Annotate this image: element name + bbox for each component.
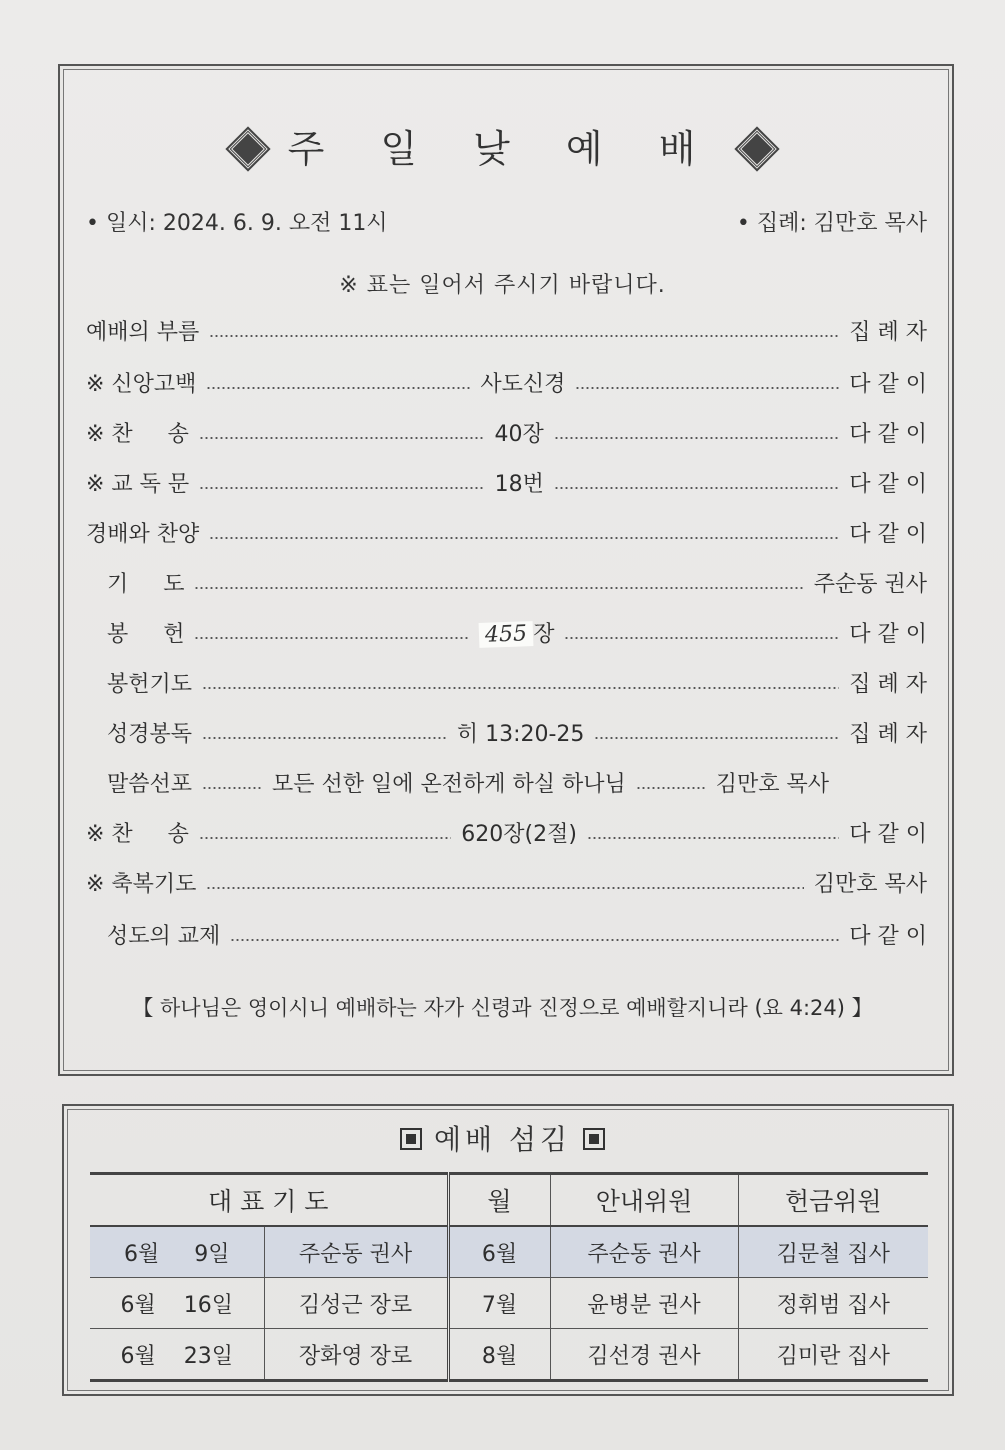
order-item: [86, 614, 927, 650]
order-item-detail: 18번: [494, 471, 544, 497]
order-item-leader: 집 례 자: [849, 671, 927, 697]
order-item-detail: 사도신경: [480, 371, 566, 397]
usher-name: 윤병분 권사: [550, 1278, 738, 1329]
order-item-label: ※ 찬 송: [86, 821, 189, 847]
prayer-date: 6월 23일: [90, 1329, 264, 1381]
roster-month: 7월: [448, 1278, 550, 1329]
service-officiant: • 집례: 김만호 목사: [736, 211, 927, 236]
diamond-icon: [738, 129, 778, 169]
order-item-detail-suffix: 장: [533, 621, 555, 647]
order-item: [86, 814, 927, 850]
order-item-label: 성도의 교제: [86, 923, 221, 949]
table-header-row: [90, 1174, 928, 1227]
order-item-label: ※ 축복기도: [86, 871, 197, 897]
order-item-label: 말씀선포: [86, 771, 192, 797]
order-item-label: ※ 찬 송: [86, 421, 189, 447]
leader-dots: [206, 387, 470, 389]
order-item-detail: 히 13:20-25: [456, 721, 585, 747]
order-item: [86, 364, 927, 400]
order-item: [86, 764, 927, 800]
service-roster-title-text: 예배 섬김: [433, 1123, 572, 1156]
leader-dots: [575, 387, 839, 389]
leader-dots: [209, 335, 839, 337]
order-item-leader: 다 같 이: [849, 371, 928, 397]
leader-dots: [199, 837, 451, 839]
order-item: [86, 312, 927, 348]
roster-month: 8월: [448, 1329, 550, 1381]
order-item-leader: 김만호 목사: [813, 871, 927, 897]
header-offering: 헌금위원: [738, 1174, 928, 1227]
order-item-leader: 다 같 이: [849, 621, 927, 647]
order-item-label: 봉헌기도: [86, 671, 192, 697]
leader-dots: [594, 737, 839, 739]
order-item-leader: 주순동 권사: [813, 571, 927, 597]
order-item-leader: 다 같 이: [849, 923, 927, 949]
order-item-label: ※ 교 독 문: [86, 471, 190, 497]
square-bullet-icon: [583, 1128, 605, 1150]
leader-dots: [636, 787, 706, 789]
service-roster-table: [90, 1172, 928, 1382]
leader-dots: [199, 437, 485, 439]
order-item: [86, 414, 927, 450]
order-item: [86, 464, 927, 500]
leader-dots: [202, 687, 839, 689]
order-item-label: 기 도: [86, 571, 185, 597]
order-item-leader: 다 같 이: [849, 521, 927, 547]
order-item-leader: 다 같 이: [849, 421, 927, 447]
header-usher: 안내위원: [550, 1174, 738, 1227]
header-representative-prayer: 대 표 기 도: [90, 1174, 448, 1227]
order-item: [86, 564, 927, 600]
leader-dots: [202, 787, 262, 789]
prayer-leader: 김성근 장로: [264, 1278, 448, 1329]
scripture-verse: 【 하나님은 영이시니 예배하는 자가 신령과 진정으로 예배할지니라 (요 4:24) 】: [132, 996, 873, 1020]
leader-dots: [199, 487, 484, 489]
order-item-label: 예배의 부름: [86, 319, 200, 345]
order-item-leader: 다 같 이: [849, 821, 928, 847]
leader-dots: [230, 939, 839, 941]
worship-title: [0, 118, 1005, 173]
order-item: [86, 664, 927, 700]
square-bullet-icon: [400, 1128, 422, 1150]
table-row: [90, 1278, 928, 1329]
order-item-label: ※ 신앙고백: [86, 371, 197, 397]
usher-name: 김선경 권사: [550, 1329, 738, 1381]
handwritten-hymn-number: 455: [479, 621, 534, 648]
prayer-leader: 주순동 권사: [264, 1226, 448, 1278]
order-item: [86, 514, 927, 550]
order-item-label: 성경봉독: [86, 721, 192, 747]
leader-dots: [209, 537, 839, 539]
order-item-label: 경배와 찬양: [86, 521, 200, 547]
header-month: 월: [448, 1174, 550, 1227]
service-roster-title: [0, 1118, 1005, 1158]
leader-dots: [554, 487, 839, 489]
order-item: [86, 714, 927, 750]
sermon-title: 모든 선한 일에 온전하게 하실 하나님: [272, 771, 626, 797]
order-item-detail: 40장: [494, 421, 544, 447]
diamond-icon: [228, 129, 268, 169]
prayer-leader: 장화영 장로: [264, 1329, 448, 1381]
worship-title-text: 주 일 낮 예 배: [287, 127, 718, 171]
order-item-leader: 김만호 목사: [715, 771, 830, 797]
leader-dots: [194, 637, 469, 639]
leader-dots: [587, 837, 839, 839]
offering-name: 김미란 집사: [738, 1329, 928, 1381]
order-item-label: 봉 헌: [86, 621, 185, 647]
service-datetime: • 일시: 2024. 6. 9. 오전 11시: [86, 211, 388, 236]
offering-name: 김문철 집사: [738, 1226, 928, 1278]
order-item: [86, 864, 927, 900]
roster-month: 6월: [448, 1226, 550, 1278]
order-item: [86, 916, 927, 952]
leader-dots: [202, 737, 447, 739]
leader-dots: [564, 637, 839, 639]
leader-dots: [206, 887, 803, 889]
prayer-date: 6월 9일: [90, 1226, 264, 1278]
offering-name: 정휘범 집사: [738, 1278, 928, 1329]
table-row: [90, 1329, 928, 1381]
usher-name: 주순동 권사: [550, 1226, 738, 1278]
order-item-leader: 다 같 이: [849, 471, 928, 497]
order-item-detail: 620장(2절): [461, 821, 577, 847]
leader-dots: [554, 437, 840, 439]
prayer-date: 6월 16일: [90, 1278, 264, 1329]
order-item-leader: 집 례 자: [849, 721, 927, 747]
order-item-leader: 집 례 자: [849, 319, 927, 345]
leader-dots: [194, 587, 803, 589]
table-row: [90, 1226, 928, 1278]
standing-notice: ※ 표는 일어서 주시기 바랍니다.: [339, 273, 666, 298]
